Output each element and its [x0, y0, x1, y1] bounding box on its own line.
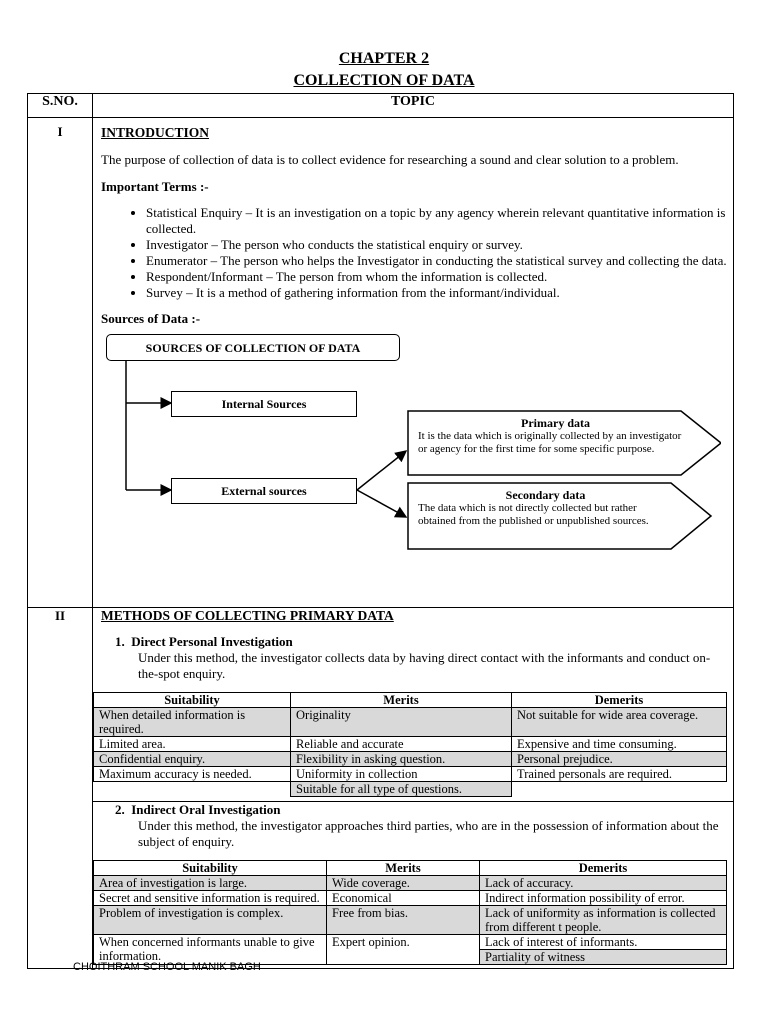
table-row	[94, 906, 727, 935]
primary-data-title: Primary data	[521, 416, 590, 430]
table-row	[94, 752, 727, 767]
footer-school-name: CHOITHRAM SCHOOL MANIK BAGH	[73, 961, 261, 973]
table-cell: Expert opinion.	[327, 935, 480, 965]
section-row-methods	[28, 608, 734, 969]
chapter-label: CHAPTER 2	[338, 50, 430, 67]
list-item: • Investigator – The person who conducts the statistical enquiry or survey.	[146, 237, 727, 253]
table-row	[94, 737, 727, 752]
table-header: Merits	[327, 861, 480, 876]
table-row	[94, 708, 727, 737]
section-number: I	[28, 118, 93, 608]
table-header: Suitability	[94, 861, 327, 876]
method2-title: 2. Indirect Oral Investigation	[115, 802, 281, 817]
table-cell: Uniformity in collection	[291, 767, 512, 782]
table-cell	[94, 782, 291, 797]
table-cell: Partiality of witness	[480, 950, 727, 965]
table-cell: Wide coverage.	[327, 876, 480, 891]
internal-sources-box: Internal Sources	[171, 391, 357, 417]
sources-heading: Sources of Data :-	[101, 311, 201, 326]
table-cell: Economical	[327, 891, 480, 906]
table-cell: Personal prejudice.	[512, 752, 727, 767]
external-sources-box: External sources	[171, 478, 357, 504]
method1-title: 1. Direct Personal Investigation	[115, 634, 293, 649]
method2-description: Under this method, the investigator approaches third parties, who are in the possession of information about the subject of enquiry.	[138, 818, 719, 849]
sno-header: S.NO.	[28, 94, 93, 118]
primary-arrow	[357, 451, 406, 490]
secondary-arrow	[357, 490, 406, 517]
table-cell: Lack of uniformity as information is collected from different t people.	[480, 906, 727, 935]
table-row	[94, 935, 727, 950]
table-header: Demerits	[512, 693, 727, 708]
table-cell: Confidential enquiry.	[94, 752, 291, 767]
table-cell: Secret and sensitive information is required.	[94, 891, 327, 906]
table-cell: Free from bias.	[327, 906, 480, 935]
intro-paragraph: The purpose of collection of data is to collect evidence for researching a sound and clear solution to a problem.	[101, 152, 679, 167]
primary-data-description: It is the data which is originally collected by an investigator or agency for the first time for some specific purpose.	[418, 430, 682, 455]
page-title: COLLECTION OF DATA	[293, 72, 475, 89]
topic-header: TOPIC	[93, 94, 734, 118]
method1-table	[93, 692, 727, 797]
table-header: Merits	[291, 693, 512, 708]
table-cell: Suitable for all type of questions.	[291, 782, 512, 797]
list-item: • Enumerator – The person who helps the Investigator in conducting the statistical survey and collecting the data.	[146, 253, 727, 269]
section-heading: INTRODUCTION	[101, 125, 210, 140]
secondary-data-title: Secondary data	[505, 488, 586, 502]
section-row-introduction	[28, 118, 734, 608]
table-row	[94, 891, 727, 906]
table-cell: Not suitable for wide area coverage.	[512, 708, 727, 737]
table-cell: Expensive and time consuming.	[512, 737, 727, 752]
table-cell: When detailed information is required.	[94, 708, 291, 737]
method2-table	[93, 860, 727, 965]
table-cell: Flexibility in asking question.	[291, 752, 512, 767]
table-cell: Originality	[291, 708, 512, 737]
secondary-data-description: The data which is not directly collected but rather obtained from the published or unpublished sources.	[418, 502, 649, 527]
table-cell: Reliable and accurate	[291, 737, 512, 752]
secondary-data-text	[418, 489, 673, 528]
table-cell	[512, 782, 727, 797]
table-cell: Problem of investigation is complex.	[94, 906, 327, 935]
list-item: • Statistical Enquiry – It is an investigation on a topic by any agency wherein relevant quantitative information is collected.	[146, 205, 727, 237]
root-source-box: SOURCES OF COLLECTION OF DATA	[106, 334, 400, 361]
table-cell: Indirect information possibility of error.	[480, 891, 727, 906]
list-item: • Survey – It is a method of gathering information from the informant/individual.	[146, 285, 727, 301]
table-cell: Lack of accuracy.	[480, 876, 727, 891]
table-row	[94, 876, 727, 891]
table-cell: When concerned informants unable to give information.	[94, 935, 327, 965]
table-cell: Limited area.	[94, 737, 291, 752]
table-header: Suitability	[94, 693, 291, 708]
sources-diagram	[101, 327, 721, 553]
table-cell: Lack of interest of informants.	[480, 935, 727, 950]
table-header: Demerits	[480, 861, 727, 876]
primary-data-text	[418, 417, 693, 456]
list-item: • Respondent/Informant – The person from whom the information is collected.	[146, 269, 727, 285]
terms-list	[101, 205, 727, 301]
table-cell: Maximum accuracy is needed.	[94, 767, 291, 782]
table-row	[94, 767, 727, 782]
table-cell: Trained personals are required.	[512, 767, 727, 782]
table-row	[94, 782, 727, 797]
terms-heading: Important Terms :-	[101, 179, 209, 194]
method1-description: Under this method, the investigator collects data by having direct contact with the informants and conduct on-the-spot enquiry.	[138, 650, 711, 681]
section-number: II	[28, 608, 93, 969]
table-cell: Area of investigation is large.	[94, 876, 327, 891]
topics-table	[27, 93, 734, 969]
section-heading: METHODS OF COLLECTING PRIMARY DATA	[101, 608, 394, 623]
